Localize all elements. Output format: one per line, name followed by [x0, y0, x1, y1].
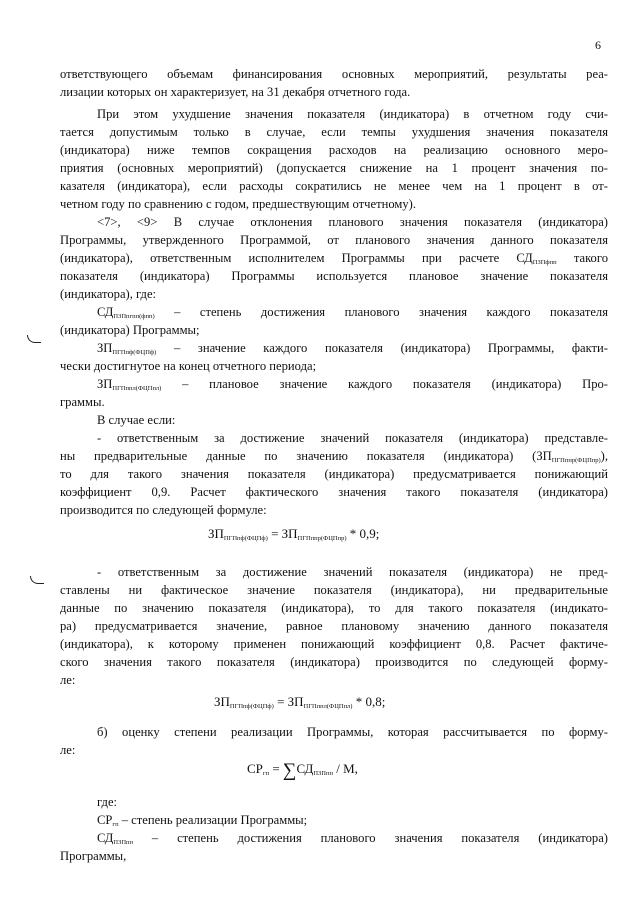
margin-mark	[30, 576, 44, 584]
text-line: В случае если:	[97, 413, 176, 427]
text-line: граммы.	[60, 395, 105, 409]
text-line: чески достигнутое на конец отчетного периода;	[60, 359, 317, 373]
text-line: приятия (основных мероприятий) (допускается снижение на 1 процент значения по-	[60, 161, 608, 175]
text-line: лизации которых он характеризует, на 31 декабря отчетного года.	[60, 85, 411, 99]
formula-planned: $ЗП_{ПГПпф(ФЦПф)} = ЗП_{ПГПппл(ФЦПпл)} * 0,8$;	[214, 694, 386, 710]
text-line: - ответственным за достижение значений показателя (индикатора) представле-	[97, 431, 608, 445]
text-line: то для такого значения показателя (индикатора) предусматривается понижающий	[60, 467, 608, 481]
text-line: коэффициент 0,9. Расчет фактического значения такого показателя (индикатора)	[60, 485, 608, 499]
text-line: где:	[97, 795, 118, 809]
text-line: (индикатора), ответственным исполнителем Программы при расчете $СД_{ПЗПфпп}$ такого	[60, 251, 608, 266]
text-line: - ответственным за достижение значений показателя (индикатора) не пред-	[97, 565, 608, 579]
text-line: ле:	[60, 673, 76, 687]
text-line: $ЗП_{ПГПпф(ФЦПф)}$ – значение каждого показателя (индикатора) Программы, факти-	[97, 341, 608, 356]
text-line: $СД_{ПЗПпп}$ – степень достижения планового значения показателя (индикатора)	[97, 831, 608, 846]
text-line: б) оценку степени реализации Программы, которая рассчитывается по форму-	[97, 725, 608, 739]
text-line: ра) предусматривается значение, равное плановому значению данного показателя	[60, 619, 608, 633]
text-line: тается допустимым только в случае, если темпы ухудшения значения показателя	[60, 125, 608, 139]
text-line: (индикатора), к которому применен понижающий коэффициент 0,8. Расчет фактиче-	[60, 637, 608, 651]
text-line: производится по следующей формуле:	[60, 503, 267, 517]
text-line: (индикатора) ниже темпов сокращения расходов на реализацию основного меро-	[60, 143, 608, 157]
page-number: 6	[595, 38, 601, 52]
text-line: показателя (индикатора) Программы используется плановое значение показателя	[60, 269, 608, 283]
text-line: ответствующего объемам финансирования основных мероприятий, результаты реа-	[60, 67, 608, 81]
formula-program-realization: $СР_{гп} = \sum СД_{ПЗПпп} / М$,	[247, 760, 358, 781]
text-line: ле:	[60, 743, 76, 757]
text-line: ставлены ни фактическое значение показателя (индикатора), ни предварительные	[60, 583, 608, 597]
text-line: (индикатора) Программы;	[60, 323, 200, 337]
text-line: (индикатора), где:	[60, 287, 157, 301]
text-line: данные по значению показателя (индикатора), то для такого показателя (индикато-	[60, 601, 608, 615]
text-line: четном году по сравнению с годом, предшествующим отчетному).	[60, 197, 417, 211]
text-line: Программы, утвержденного Программой, от планового значения данного показателя	[60, 233, 608, 247]
formula-preliminary: $ЗП_{ПГПпф(ФЦПф)} = ЗП_{ПГПппр(ФЦПпр)} * 0,9$;	[208, 526, 380, 542]
text-line: При этом ухудшение значения показателя (индикатора) в отчетном году счи-	[97, 107, 608, 121]
text-line: $ЗП_{ПГПппл(ФЦПпл)}$ – плановое значение каждого показателя (индикатора) Про-	[97, 377, 608, 392]
text-line: казателя (индикатора), если расходы сократились не менее чем на 1 процент в от-	[60, 179, 608, 193]
text-line: ского значения такого показателя (индикатора) производится по следующей форму-	[60, 655, 608, 669]
text-line: $СР_{гп}$ – степень реализации Программы;	[97, 813, 308, 828]
margin-mark	[27, 335, 41, 343]
sum-symbol: ∑	[282, 760, 297, 781]
text-line: ны предварительные данные по значению показателя (индикатора) $(ЗП_{ПГПппр(ФЦПпр)})$,	[60, 449, 608, 464]
text-line: <7>, <9> В случае отклонения планового значения показателя (индикатора)	[97, 215, 608, 229]
text-line: Программы,	[60, 849, 127, 863]
text-line: $СД_{ПЗПпгпп(фпп)}$ – степень достижения планового значения каждого показателя	[97, 305, 608, 320]
